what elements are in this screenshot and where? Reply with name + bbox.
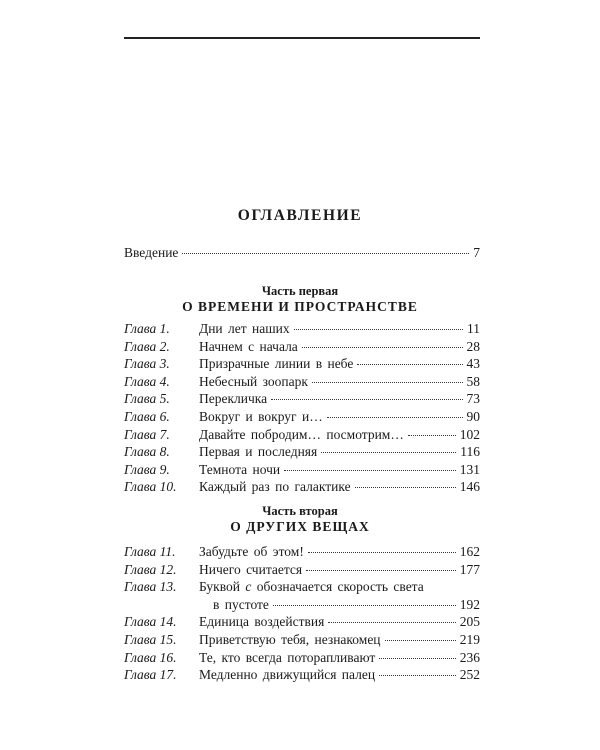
toc-heading: ОГЛАВЛЕНИЕ	[237, 207, 363, 224]
page-number: 192	[459, 596, 480, 612]
dot-leader	[357, 364, 462, 365]
chapter-label: Глава 11.	[124, 544, 176, 559]
part-2-chapter-list	[124, 543, 480, 684]
chapter-label: Глава 1.	[124, 321, 170, 336]
dot-leader	[271, 399, 462, 400]
chapter-title: Вокруг и вокруг и…	[199, 408, 323, 424]
chapter-label: Глава 3.	[124, 356, 170, 372]
chapter-label: Глава 17.	[124, 667, 177, 683]
chapter-title-line-1: Буквой c обозначается скорость света	[199, 579, 424, 595]
toc-entry-chapter-11[interactable]	[124, 543, 480, 561]
toc-entry-chapter-3[interactable]	[124, 355, 480, 373]
toc-entry-chapter-13[interactable]	[124, 578, 480, 613]
chapter-title-block	[199, 578, 480, 613]
chapter-title: Начнем с начала	[199, 338, 298, 354]
dot-leader	[182, 253, 469, 254]
toc-entry-chapter-9[interactable]	[124, 461, 480, 479]
dot-leader	[327, 417, 463, 418]
chapter-label: Глава 9.	[124, 461, 170, 477]
dot-leader	[312, 382, 463, 383]
page-number: 146	[459, 479, 480, 495]
dot-leader	[328, 622, 455, 623]
chapter-title: Дни лет наших	[199, 321, 290, 336]
dot-leader	[273, 605, 456, 606]
toc-entry-chapter-12[interactable]	[124, 561, 480, 579]
dot-leader	[408, 435, 456, 436]
page-number: 252	[459, 667, 480, 683]
dot-leader	[321, 452, 456, 453]
page-number: 73	[466, 391, 480, 407]
chapter-title: Забудьте об этом!	[199, 544, 304, 559]
dot-leader	[306, 570, 456, 571]
chapter-label: Глава 8.	[124, 444, 170, 460]
chapter-title: Единица воздействия	[199, 614, 325, 630]
page-number: 58	[466, 373, 480, 389]
dot-leader	[308, 552, 456, 553]
chapter-title: Ничего считается	[199, 561, 303, 577]
chapter-label: Глава 15.	[124, 631, 177, 647]
part-2-title: О ДРУГИХ ВЕЩАХ	[230, 519, 370, 534]
chapter-label: Глава 6.	[124, 408, 170, 424]
page-number: 236	[459, 649, 480, 665]
dot-leader	[294, 329, 463, 330]
toc-entry-chapter-17[interactable]	[124, 666, 480, 684]
part-1-chapter-list	[124, 320, 480, 496]
toc-entry-introduction[interactable]	[124, 245, 480, 261]
chapter-label: Глава 14.	[124, 614, 177, 630]
page-number: 219	[459, 631, 480, 647]
chapter-title: Медленно движущийся палец	[199, 667, 376, 683]
chapter-label: Глава 4.	[124, 373, 170, 389]
page-number: 116	[460, 444, 480, 460]
chapter-label: Глава 12.	[124, 561, 177, 577]
toc-entry-chapter-7[interactable]	[124, 426, 480, 444]
toc-entry-chapter-16[interactable]	[124, 649, 480, 667]
page-number: 162	[459, 544, 480, 559]
dot-leader	[355, 487, 456, 488]
page-number: 7	[473, 245, 480, 260]
chapter-label: Глава 5.	[124, 391, 170, 407]
toc-entry-chapter-14[interactable]	[124, 613, 480, 631]
letter-c: c	[245, 579, 252, 595]
toc-entry-chapter-15[interactable]	[124, 631, 480, 649]
chapter-label: Глава 7.	[124, 426, 170, 442]
page-number: 11	[467, 321, 480, 336]
chapter-label: Глава 10.	[124, 479, 177, 495]
entry-title: Введение	[124, 245, 179, 260]
chapter-title: Каждый раз по галактике	[199, 479, 351, 495]
chapter-title: Первая и последняя	[199, 444, 318, 460]
page-number: 131	[459, 461, 480, 477]
toc-entry-chapter-10[interactable]	[124, 478, 480, 496]
page-number: 177	[459, 561, 480, 577]
toc-entry-chapter-5[interactable]	[124, 390, 480, 408]
toc-entry-chapter-4[interactable]	[124, 373, 480, 391]
page-number: 90	[466, 408, 480, 424]
chapter-label: Глава 13.	[124, 579, 177, 595]
dot-leader	[302, 347, 463, 348]
chapter-title: Те, кто всегда поторапливают	[199, 649, 376, 665]
toc-entry-chapter-6[interactable]	[124, 408, 480, 426]
part-1-title: О ВРЕМЕНИ И ПРОСТРАНСТВЕ	[182, 299, 418, 314]
page-number: 205	[459, 614, 480, 630]
top-rule	[124, 37, 480, 39]
chapter-title: Перекличка	[199, 391, 268, 407]
part-1-label: Часть первая	[261, 284, 339, 298]
part-2-label: Часть вторая	[262, 504, 338, 518]
toc-entry-chapter-2[interactable]	[124, 338, 480, 356]
dot-leader	[385, 640, 456, 641]
dot-leader	[379, 658, 455, 659]
page-number: 28	[466, 338, 480, 354]
page-number: 43	[466, 356, 480, 372]
page-number: 102	[459, 426, 480, 442]
chapter-title-line-2: в пустоте	[213, 596, 269, 612]
toc-entry-chapter-1[interactable]	[124, 320, 480, 338]
chapter-title: Небесный зоопарк	[199, 373, 308, 389]
toc-entry-chapter-8[interactable]	[124, 443, 480, 461]
chapter-title: Темнота ночи	[199, 461, 281, 477]
chapter-label: Глава 16.	[124, 649, 177, 665]
chapter-title: Приветствую тебя, незнакомец	[199, 631, 381, 647]
chapter-label: Глава 2.	[124, 338, 170, 354]
dot-leader	[284, 470, 456, 471]
dot-leader	[379, 675, 456, 676]
chapter-title: Призрачные линии в небе	[199, 356, 354, 372]
chapter-title: Давайте побродим… посмотрим…	[199, 426, 404, 442]
